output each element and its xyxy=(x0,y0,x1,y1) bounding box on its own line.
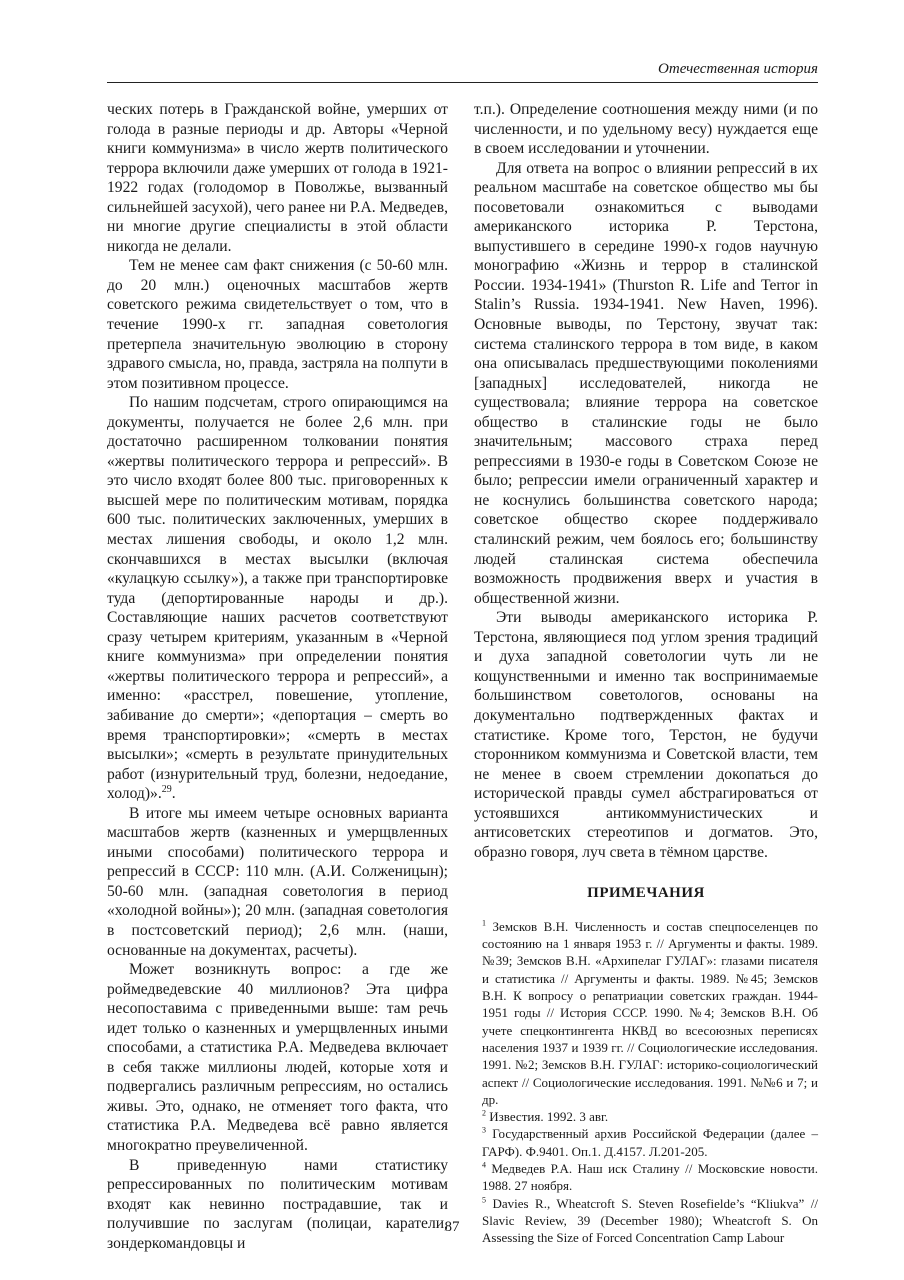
note-text: Медведев Р.А. Наш иск Сталину // Московские новости. 1988. 27 ноября. xyxy=(482,1161,819,1194)
note-number: 1 xyxy=(482,918,486,928)
paragraph: ческих потерь в Гражданской войне, умерших от голода в разные периоды и др. Авторы «Черной книги коммунизма» в число жертв политического террора включили даже умерших от голода в 1921-1922 годах (голодомор в Поволжье, вызванный сильнейшей засухой), чего ранее ни Р.А. Медведев, ни многие другие специалисты в этой области никогда не делали. xyxy=(107,101,448,255)
note-number: 5 xyxy=(482,1195,486,1205)
note-item xyxy=(474,1160,818,1195)
paragraph: Тем не менее сам факт снижения (с 50-60 млн. до 20 млн.) оценочных масштабов жертв советского режима свидетельствует о том, что в течение 1990-х гг. западная советология претерпела значительную эволюцию в сторону здравого смысла, но, правда, застряла на полпути в этом позитивном процессе. xyxy=(107,257,448,392)
note-text: Davies R., Wheatcroft S. Steven Rosefielde’s “Kliukva” // Slavic Review, 39 (December 1980); Wheatcroft S. On Assessing the Size of Forced Concentration Camp Labour xyxy=(482,1195,818,1246)
footnote-ref: 29 xyxy=(161,783,172,795)
paragraph: Может возникнуть вопрос: а где же роймедведевские 40 миллионов? Эта цифра несопоставима с приведенными выше: там речь идет только о казненных и умерщвленных иными способами, а статистика Р.А. Медведева включает в себя также миллионы людей, которые хотя и подвергались различным репрессиям, но остались живы. Это, однако, не отменяет того факта, что статистика Р.А. Медведева всё равно является многократно преувеличенной. xyxy=(107,961,448,1154)
right-column xyxy=(474,100,818,1247)
notes-list xyxy=(474,918,818,1247)
left-column xyxy=(107,100,448,1253)
note-text: Известия. 1992. 3 авг. xyxy=(489,1109,609,1125)
paragraph: Для ответа на вопрос о влиянии репрессий в их реальном масштабе на советское общество мы бы посоветовали ознакомиться с выводами американского историка Р. Терстона, выпустившего в середине 1990-х годов научную монографию «Жизнь и террор в сталинской России. 1934-1941» (Thurston R. Life and Terror in Stalin’s Russia. 1934-1941. New Haven, 1996). Основные выводы, по Терстону, звучат так: система сталинского террора в том виде, в каком она описывалась предшествующими поколениями [западных] исследователей, никогда не существовала; влияние террора на советское общество в сталинские годы не было значительным; массового страха перед репрессиями в 1930-е годы в Советском Союзе не было; репрессии имели ограниченный характер и не коснулись большинства советского народа; советское общество скорее поддерживало сталинский режим, чем боялось его; большинству людей сталинская система обеспечила возможность продвижения вверх и участия в общественной жизни. xyxy=(474,159,818,607)
note-item xyxy=(474,1125,818,1160)
note-number: 2 xyxy=(482,1108,486,1118)
paragraph: В итоге мы имеем четыре основных варианта масштабов жертв (казненных и умерщвленных иными способами) политического террора и репрессий в СССР: 110 млн. (А.И. Солженицын); 50-60 млн. (западная советология в период «холодной войны»); 20 млн. (западная советология в постсоветский период); 2,6 млн. (наши, основанные на документах, расчеты). xyxy=(107,804,448,959)
notes-heading: ПРИМЕЧАНИЯ xyxy=(587,885,705,902)
page-number: 87 xyxy=(444,1219,460,1235)
note-text: Земсков В.Н. Численность и состав спецпоселенцев по состоянию на 1 января 1953 г. // Аргументы и факты. 1989. №39; Земсков В.Н. «Архипелаг ГУЛАГ»: глазами писателя и статистика // Аргументы и факты. 1989. №45; Земсков В.Н. К вопросу о репатриации советских граждан. 1944-1951 годы // История СССР. 1990. №4; Земсков В.Н. Об учете спецконтингента НКВД во всесоюзных переписях населения 1937 и 1939 гг. // Социологические исследования. 1991. №2; Земсков В.Н. ГУЛАГ: историко-социологический аспект // Социологические исследования. 1991. №№6 и 7; и др. xyxy=(482,918,818,1107)
paragraph: Эти выводы американского историка Р. Терстона, являющиеся под углом зрения традиций и духа западной советологии чуть ли не кощунственными и именно так воспринимаемые большинством советологов, основаны на документально подтвержденных фактах и статистике. Кроме того, Терстон, не будучи сторонником коммунизма и Советской власти, тем не менее в своем стремлении докопаться до исторической правды сумел абстрагироваться от устоявшихся антикоммунистических и антисоветских стереотипов и догматов. Это, образно говоря, луч света в тёмном царстве. xyxy=(474,609,818,861)
note-item xyxy=(474,1108,818,1125)
journal-title: Отечественная история xyxy=(658,61,818,77)
note-number: 4 xyxy=(482,1160,486,1170)
note-text: Государственный архив Российской Федерации (далее – ГАРФ). Ф.9401. Оп.1. Д.4157. Л.201-205. xyxy=(482,1126,819,1159)
note-item xyxy=(474,918,818,1108)
running-header xyxy=(107,58,818,83)
note-number: 3 xyxy=(482,1126,486,1136)
paragraph: По нашим подсчетам, строго опирающимся на документы, получается не более 2,6 млн. при достаточно расширенном толковании понятия «жертвы политического террора и репрессий». В это число входят более 800 тыс. приговоренных к высшей мере по политическим мотивам, порядка 600 тыс. политических заключенных, умерших в местах лишения свободы, и около 1,2 млн. скончавшихся в местах высылки (включая «кулацкую ссылку»), а также при транспортировке туда (депортированные народы и др.). Составляющие наших расчетов соответствуют сразу четырем критериям, указанным в «Черной книге коммунизма» при определении понятия «жертвы политического террора и репрессий», а именно: «расстрел, повешение, утопление, забивание до смерти»; «депортация – смерть во время транспортировки»; «смерть в местах высылки»; «смерть в результате принудительных работ (изнурительный труд, болезни, недоедание, холод)».$^{29}$. xyxy=(107,394,448,803)
paragraph-text: По нашим подсчетам, строго опирающимся на документы, получается не более 2,6 млн. при достаточно расширенном толковании понятия «жертвы политического террора и репрессий». В это число входят более 800 тыс. приговоренных к высшей мере по политическим мотивам, порядка 600 тыс. политических заключенных, умерших в местах лишения свободы, и около 1,2 млн. скончавшихся в местах высылки (включая «кулацкую ссылку»), а также при транспортировке туда (депортированные народы и др.). Составляющие наших расчетов соответствуют сразу четырем критериям, указанным в «Черной книге коммунизма» при определении понятия «жертвы политического террора и репрессий», а именно: «расстрел, повешение, утопление, забивание до смерти»; «депортация – смерть во время транспортировки»; «смерть в местах высылки»; «смерть в результате принудительных работ (изнурительный труд, болезни, недоедание, холод)». xyxy=(107,394,448,803)
paragraph: т.п.). Определение соотношения между ними (и по численности, и по удельному весу) нуждается еще в своем исследовании и уточнении. xyxy=(474,101,818,158)
paragraph: В приведенную нами статистику репрессированных по политическим мотивам входят как невинно пострадавшие, так и получившие по заслугам (полицаи, каратели, зондеркомандовцы и xyxy=(107,1156,448,1252)
